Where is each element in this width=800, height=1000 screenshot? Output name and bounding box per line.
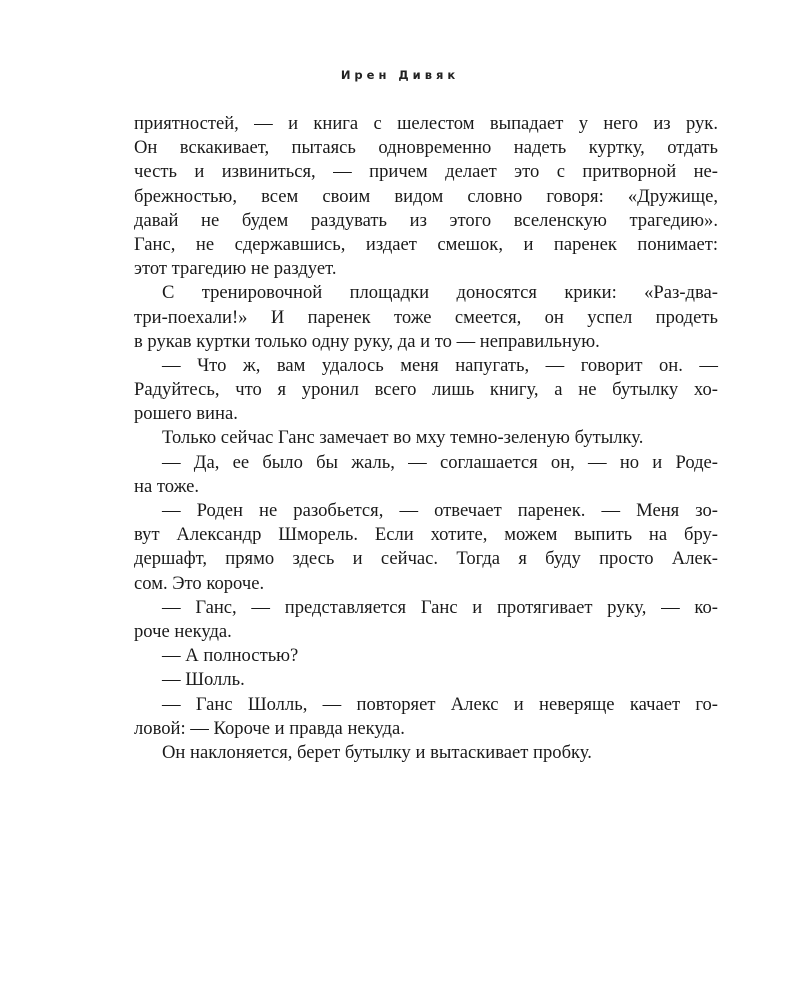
text-line: — Ганс Шолль, — повторяет Алекс и неверяще качает го- [162, 693, 718, 715]
text-line: — Шолль. [162, 669, 245, 691]
text-line: Радуйтесь, что я уронил всего лишь книгу, а не бутылку хо- [134, 379, 718, 401]
text-line: — А полностью? [162, 645, 299, 667]
text-line: — Ганс, — представляется Ганс и протягивает руку, — ко- [162, 596, 718, 618]
text-line: приятностей, — и книга с шелестом выпадает у него из рук. [134, 113, 718, 134]
text-line: ловой: — Короче и правда некуда. [134, 717, 405, 739]
text-line: сом. Это короче. [134, 572, 265, 594]
text-line: Ганс, не сдержавшись, издает смешок, и паренек понимает: [134, 233, 718, 255]
text-line: Он вскакивает, пытаясь одновременно надеть куртку, отдать [134, 137, 718, 159]
text-line: на тоже. [134, 475, 200, 497]
text-line: этот трагедию не раздует. [134, 258, 337, 280]
text-line: — Да, ее было бы жаль, — соглашается он, — но и Роде- [162, 451, 718, 473]
text-line: — Что ж, вам удалось меня напугать, — говорит он. — [162, 354, 718, 376]
body-text [134, 112, 718, 765]
text-line: С тренировочной площадки доносятся крики: «Раз-два- [162, 282, 718, 304]
text-line: три-поехали!» И паренек тоже смеется, он успел продеть [134, 306, 718, 328]
text-line: честь и извиниться, — причем делает это с притворной не- [134, 161, 718, 183]
text-line: Только сейчас Ганс замечает во мху темно-зеленую бутылку. [162, 427, 644, 449]
text-line: рошего вина. [134, 403, 238, 425]
text-line: вут Александр Шморель. Если хотите, можем выпить на бру- [134, 524, 718, 546]
running-head-author: Ирен Дивяк [340, 68, 460, 82]
text-line: давай не будем раздувать из этого вселенскую трагедию». [134, 209, 718, 231]
text-line: брежностью, всем своим видом словно говоря: «Дружище, [134, 185, 718, 207]
text-line: — Роден не разобьется, — отвечает паренек. — Меня зо- [162, 500, 718, 521]
text-line: дершафт, прямо здесь и сейчас. Тогда я буду просто Алек- [134, 548, 718, 570]
text-line: в рукав куртки только одну руку, да и то — неправильную. [134, 330, 600, 352]
text-line: Он наклоняется, берет бутылку и вытаскивает пробку. [162, 741, 592, 763]
text-line: роче некуда. [134, 620, 232, 642]
